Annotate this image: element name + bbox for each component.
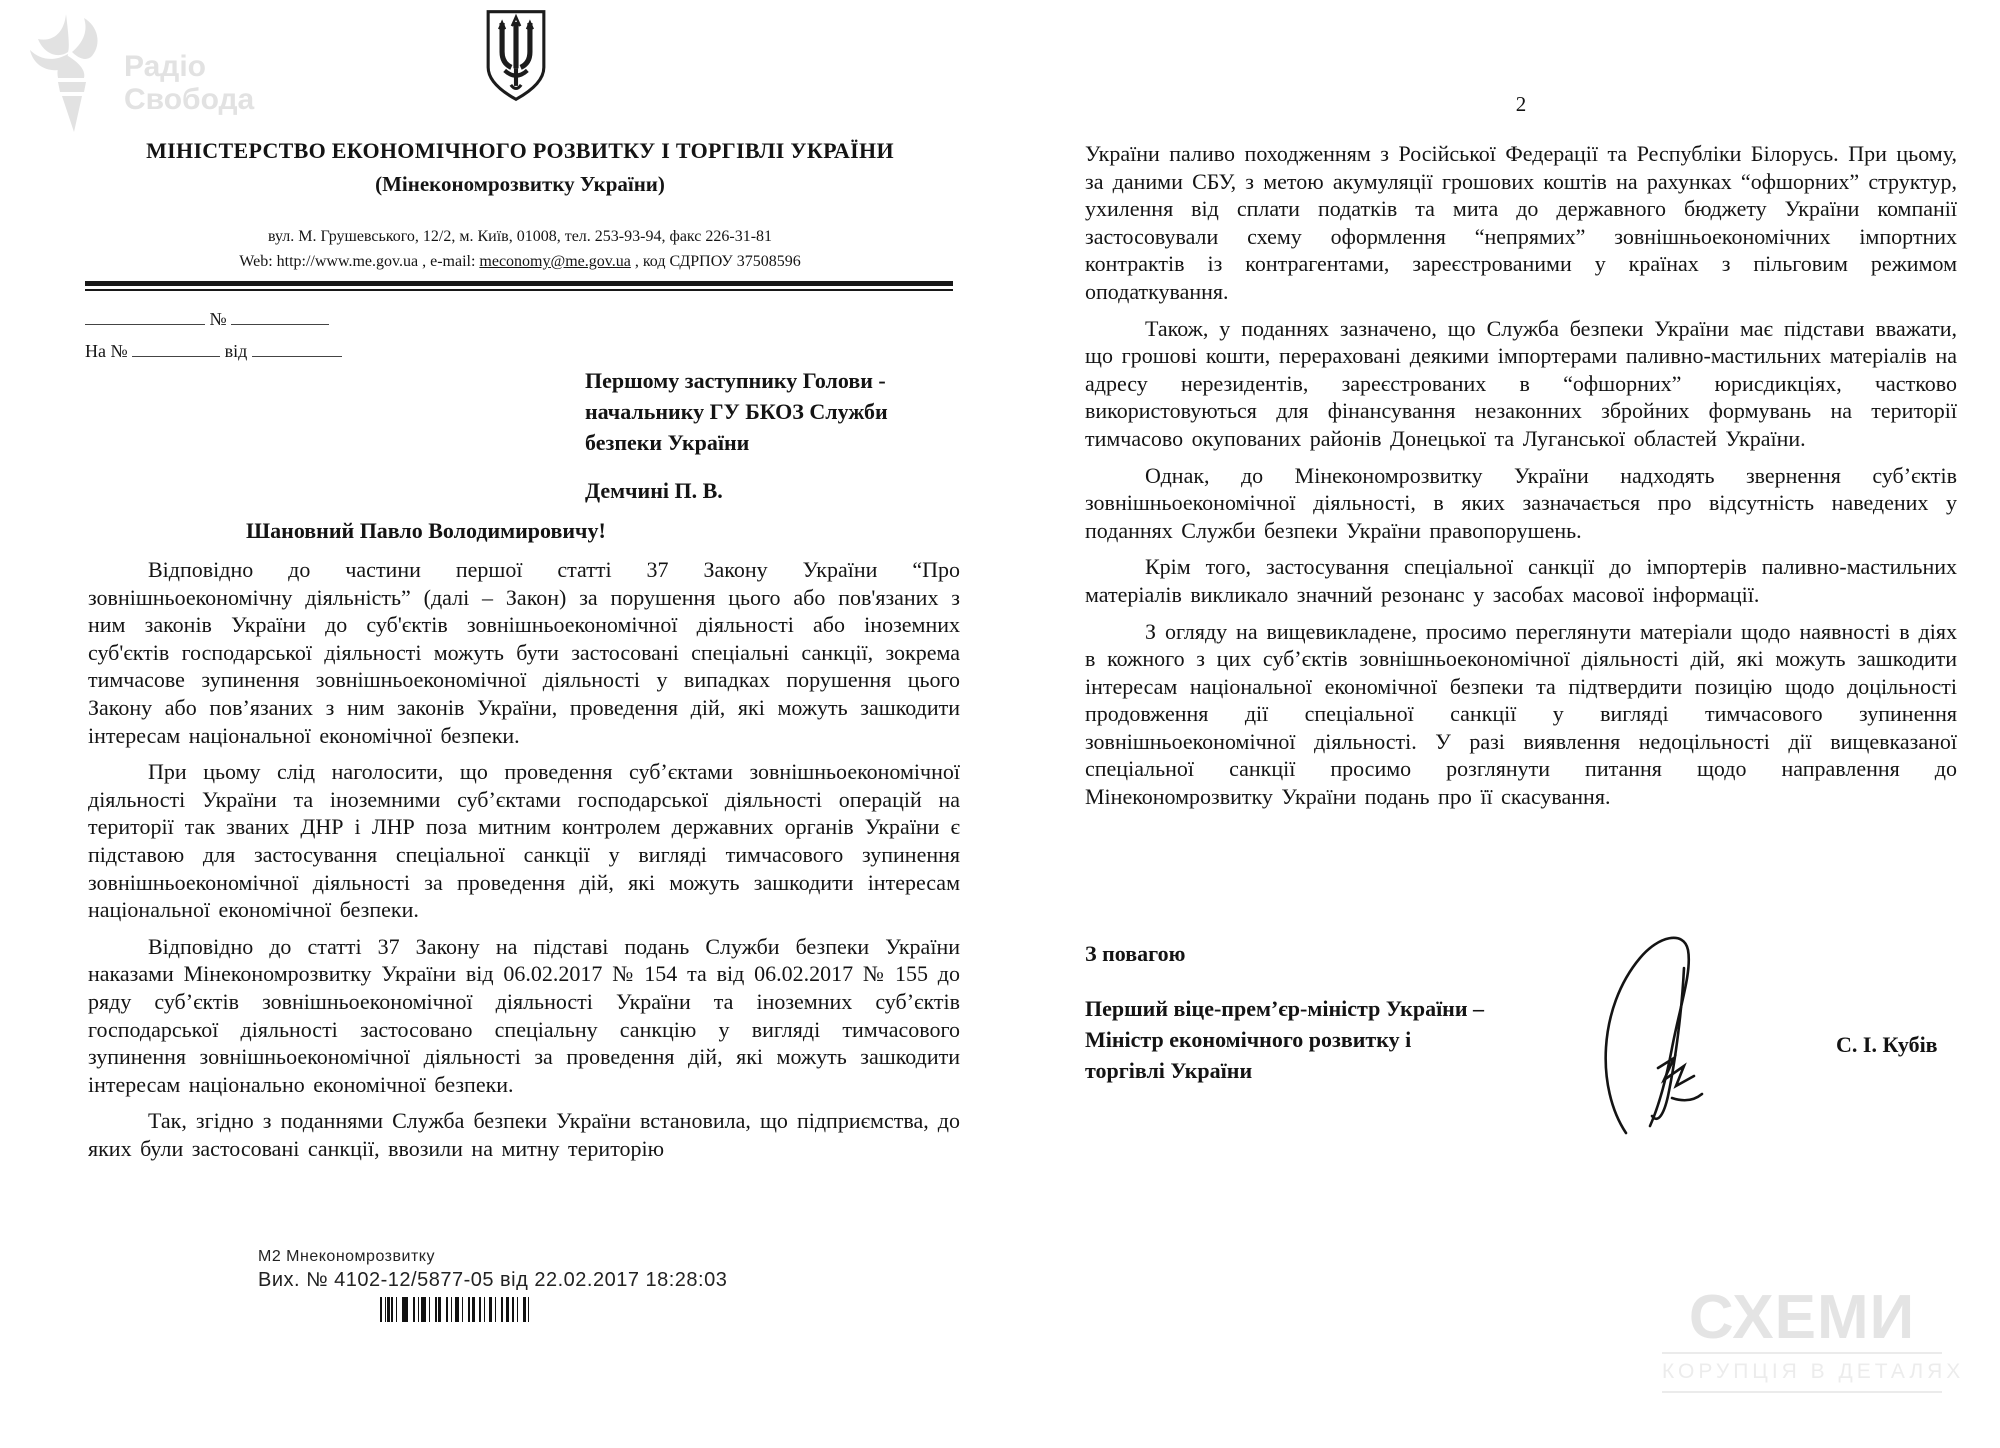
- ministry-address: вул. М. Грушевського, 12/2, м. Київ, 01008, тел. 253-93-94, факс 226-31-81: [267, 228, 773, 245]
- blank-line: [231, 308, 329, 325]
- blank-line: [132, 340, 220, 357]
- body-paragraph: Так, згідно з поданнями Служба безпеки України встановила, що підприємства, до яких були застосовані санкції, ввозили на митну територію: [88, 1108, 960, 1161]
- ministry-email: meconomy@me.gov.ua: [479, 253, 631, 270]
- page2-body: [1085, 140, 1957, 820]
- schemes-watermark: [1662, 1283, 1965, 1393]
- header-divider: [85, 281, 953, 291]
- contacts-prefix: Web: http://www.me.gov.ua , e-mail:: [239, 253, 480, 270]
- vid-label: від: [224, 341, 248, 361]
- recipient-block: [585, 365, 888, 506]
- closing-block: [1085, 938, 1484, 1086]
- recipient-line2: начальнику ГУ БКОЗ Служби: [585, 399, 888, 424]
- schemes-tagline: КОРУПЦІЯ В ДЕТАЛЯХ: [1662, 1352, 1942, 1393]
- recipient-line1: Першому заступнику Голови -: [585, 368, 886, 393]
- recipient-line3: безпеки України: [585, 430, 750, 455]
- registration-stamp: [258, 1248, 727, 1292]
- signer-title-line2: Міністр економічного розвитку і: [1085, 1027, 1412, 1052]
- radio-svoboda-watermark: [28, 12, 254, 139]
- contacts-suffix: , код СДРПОУ 37508596: [630, 253, 801, 270]
- page1-body: [88, 556, 960, 1171]
- body-paragraph: Однак, до Мінекономрозвитку України надходять звернення суб’єктів зовнішньоекономічної діяльності, в яких зазначається про відсутність наведених у поданнях Служби безпеки України правопорушень.: [1085, 462, 1957, 543]
- radio-svoboda-line1: Радіо: [124, 50, 207, 83]
- body-paragraph: Відповідно до статті 37 Закону на підставі подань Служби безпеки України наказами Мінекономрозвитку України від 06.02.2017 № 154 та від 06.02.2017 № 155 до ряду суб’єктів зовнішньоекономічної діяльності України та іноземних суб’єктів господарської діяльності застосовано спеціальну санкцію у вигляді тимчасового зупинення зовнішньоекономічної діяльності за проведення дій, які можуть зашкодити інтересам національно економічної безпеки.: [88, 933, 960, 1097]
- body-paragraph: України паливо походженням з Російської Федерації та Республіки Білорусь. При цьому, за даними СБУ, з метою акумуляції грошових коштів на рахунках “офшорних” структур, ухилення від сплати податків та мита до державного бюджету України компанії застосовували схему оформлення “непрямих” зовнішньоекономічних імпортних контрактів із контрагентами, зареєстрованими у країнах з пільговим режимом оподаткування.: [1085, 141, 1957, 304]
- number-sign-label: №: [209, 309, 227, 329]
- ministry-title: МІНІСТЕРСТВО ЕКОНОМІЧНОГО РОЗВИТКУ І ТОРГІВЛІ УКРАЇНИ: [146, 138, 894, 163]
- incoming-number-row: [85, 340, 342, 362]
- radio-svoboda-line2: Свобода: [124, 83, 255, 116]
- ukraine-trident-emblem-icon: [483, 8, 549, 109]
- outgoing-number-row: [85, 308, 329, 330]
- body-paragraph: Також, у поданнях зазначено, що Служба безпеки України має підстави вважати, що грошові кошти, перераховані деякими імпортерами паливно-мастильних матеріалів на адресу нерезидентів, зареєстрованих в “офшорних” юрисдикціях, частково використовуються для фінансування незаконних збройних формувань на території тимчасово окупованих районів Донецької та Луганської областей України.: [1085, 315, 1957, 451]
- handwritten-signature: [1588, 928, 1778, 1148]
- barcode: [380, 1297, 532, 1322]
- ministry-contacts: [70, 253, 970, 271]
- recipient-name: Демчині П. В.: [585, 478, 723, 503]
- body-paragraph: З огляду на вищевикладене, просимо переглянути матеріали щодо наявності в діях в кожного з цих суб’єктів зовнішньоекономічної діяльності дій, які можуть зашкодити інтересам національної економічної безпеки та підтвердити позицію щодо доцільності продовження дії спеціальної санкції у вигляді тимчасового зупинення зовнішньоекономічної діяльності. У разі виявлення недоцільності дії вищевказаної спеціальної санкції просимо розглянути питання щодо направлення до Мінекономрозвитку України подань про її скасування.: [1085, 618, 1957, 810]
- page-number: 2: [1515, 92, 1527, 116]
- signer-title-line1: Перший віце-прем’єр-міністр України –: [1085, 996, 1485, 1021]
- schemes-logo: СХЕМИ: [1688, 1283, 1916, 1352]
- stamp-number-line: Вих. № 4102-12/5877-05 від 22.02.2017 18:28:03: [258, 1269, 728, 1291]
- torch-icon: [28, 12, 114, 139]
- signer-title-line3: торгівлі України: [1085, 1058, 1253, 1083]
- radio-svoboda-wordmark: [124, 50, 254, 139]
- body-paragraph: Крім того, застосування спеціальної санкції до імпортерів паливно-мастильних матеріалів викликало значний резонанс у засобах масової інформації.: [1085, 554, 1957, 607]
- salutation: Шановний Павло Володимировичу!: [246, 518, 606, 543]
- closing-regards: З повагою: [1085, 941, 1186, 966]
- blank-line: [252, 340, 342, 357]
- body-paragraph: Відповідно до частини першої статті 37 Закону України “Про зовнішньоекономічну діяльність” (далі – Закон) за порушення цього або пов'язаних з ним законів України до суб'єктів зовнішньоекономічної діяльності або іноземних суб'єктів господарської діяльності можуть бути застосовані спеціальні санкції, зокрема тимчасове зупинення зовнішньоекономічної діяльності у випадках порушення цього Закону або пов’язаних з ним законів України, проведення дій, які можуть зашкодити інтересам національної економічної безпеки.: [88, 557, 960, 748]
- ministry-short-title: (Мінекономрозвитку України): [375, 172, 665, 196]
- stamp-org-line: М2 Мнекономрозвитку: [258, 1248, 435, 1265]
- na-number-label: На №: [85, 341, 128, 361]
- blank-line: [85, 308, 205, 325]
- signer-name: С. І. Кубів: [1836, 1032, 1938, 1057]
- body-paragraph: При цьому слід наголосити, що проведення суб’єктами зовнішньоекономічної діяльності України та іноземними суб’єктами господарської діяльності операцій на території так званих ДНР і ЛНР поза митним контролем державних органів України є підставою для застосування спеціальної санкції у вигляді тимчасового зупинення зовнішньоекономічної діяльності за проведення дій, які можуть зашкодити інтересам національної економічної безпеки.: [88, 759, 960, 923]
